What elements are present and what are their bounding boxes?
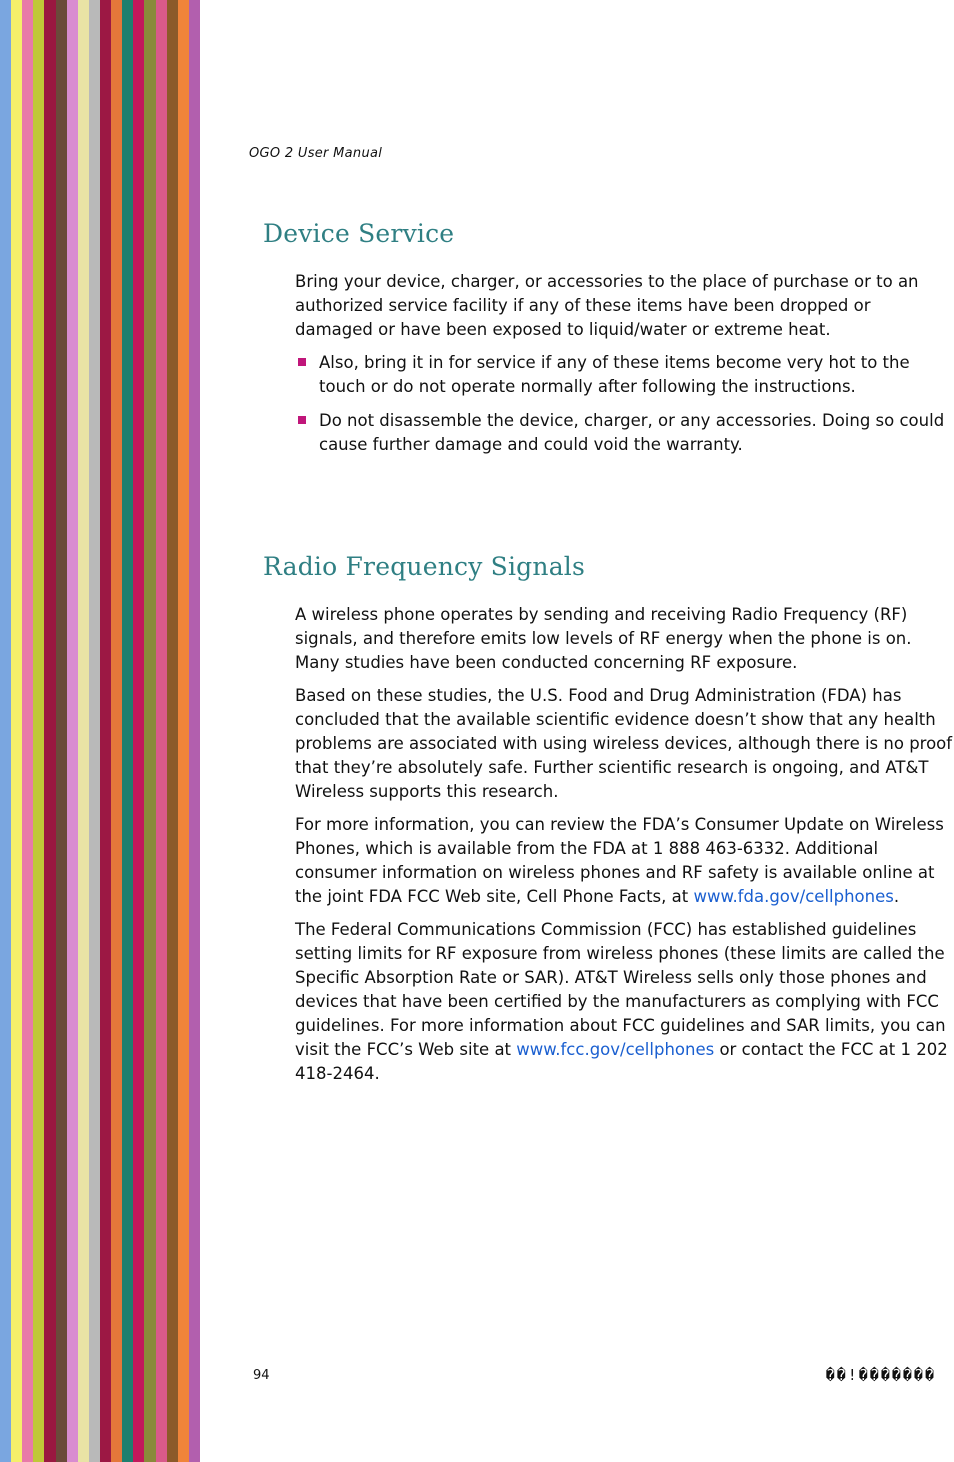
- stripe: [22, 0, 33, 1462]
- list-item: [295, 409, 953, 457]
- fcc-cellphones-link[interactable]: www.fcc.gov/cellphones: [516, 1040, 715, 1059]
- section-title-device-service: Device Service: [263, 219, 455, 248]
- rf-paragraph-3-end: .: [893, 887, 900, 906]
- bullet-text: Do not disassemble the device, charger, or any accessories. Doing so could cause further damage and could void the warranty.: [319, 411, 945, 454]
- stripe: [122, 0, 133, 1462]
- page-number: 94: [253, 1368, 270, 1383]
- rf-paragraph-2: Based on these studies, the U.S. Food and Drug Administration (FDA) has concluded that the available scientific evidence doesn’t show that any health problems are associated with using wireless devices, although there is no proof that they’re absolutely safe. Further scientific research is ongoing, and AT&T Wireless supports this research.: [295, 686, 953, 801]
- stripe: [33, 0, 44, 1462]
- bullet-text: Also, bring it in for service if any of these items become very hot to the touch or do not operate normally after following the instructions.: [319, 353, 910, 396]
- rf-paragraph-4: [295, 918, 953, 1086]
- stripe: [78, 0, 89, 1462]
- section-title-radio-frequency-signals: Radio Frequency Signals: [263, 552, 586, 581]
- stripe: [144, 0, 155, 1462]
- stripe: [178, 0, 189, 1462]
- rf-paragraph-4-text: The Federal Communications Commission (FCC) has established guidelines setting limits for RF exposure from wireless phones (these limits are called the Specific Absorption Rate or SAR). AT&T Wireless sells only those phones and devices that have been certified by the manufacturers as complying with FCC guidelines. For more information about FCC guidelines and SAR limits, you can visit the FCC’s Web site at: [295, 920, 946, 1059]
- decorative-stripes: [0, 0, 200, 1462]
- footer-marks: ��!�������: [825, 1366, 936, 1384]
- rf-paragraph-1: A wireless phone operates by sending and receiving Radio Frequency (RF) signals, and therefore emits low levels of RF energy when the phone is on. Many studies have been conducted concerning RF exposure.: [295, 605, 912, 672]
- stripe: [44, 0, 55, 1462]
- stripe: [11, 0, 22, 1462]
- stripe: [111, 0, 122, 1462]
- square-bullet-icon: [298, 416, 306, 424]
- stripe: [0, 0, 11, 1462]
- stripe: [167, 0, 178, 1462]
- fda-cellphones-link[interactable]: www.fda.gov/cellphones: [693, 887, 894, 906]
- device-service-bullets: [295, 351, 953, 457]
- stripe: [89, 0, 100, 1462]
- square-bullet-icon: [298, 358, 306, 366]
- rf-paragraph-3: [295, 813, 953, 909]
- stripe: [189, 0, 200, 1462]
- stripe: [133, 0, 144, 1462]
- list-item: [295, 351, 953, 399]
- rf-paragraph-3-text: For more information, you can review the FDA’s Consumer Update on Wireless Phones, which is available from the FDA at 1 888 463-6332. Additional consumer information on wireless phones and RF safety is available online at the joint FDA FCC Web site, Cell Phone Facts, at: [295, 815, 944, 906]
- stripe: [56, 0, 67, 1462]
- manual-title: OGO 2 User Manual: [249, 146, 383, 161]
- stripe: [67, 0, 78, 1462]
- rf-paragraph-4-end: or contact the FCC at 1 202 418-2464.: [295, 1040, 948, 1083]
- stripe: [100, 0, 111, 1462]
- device-service-intro: Bring your device, charger, or accessories to the place of purchase or to an authorized service facility if any of these items have been dropped or damaged or have been exposed to liquid/water or extreme heat.: [295, 272, 919, 339]
- stripe: [156, 0, 167, 1462]
- rf-signals-body: [295, 603, 953, 1095]
- device-service-body: [295, 270, 953, 467]
